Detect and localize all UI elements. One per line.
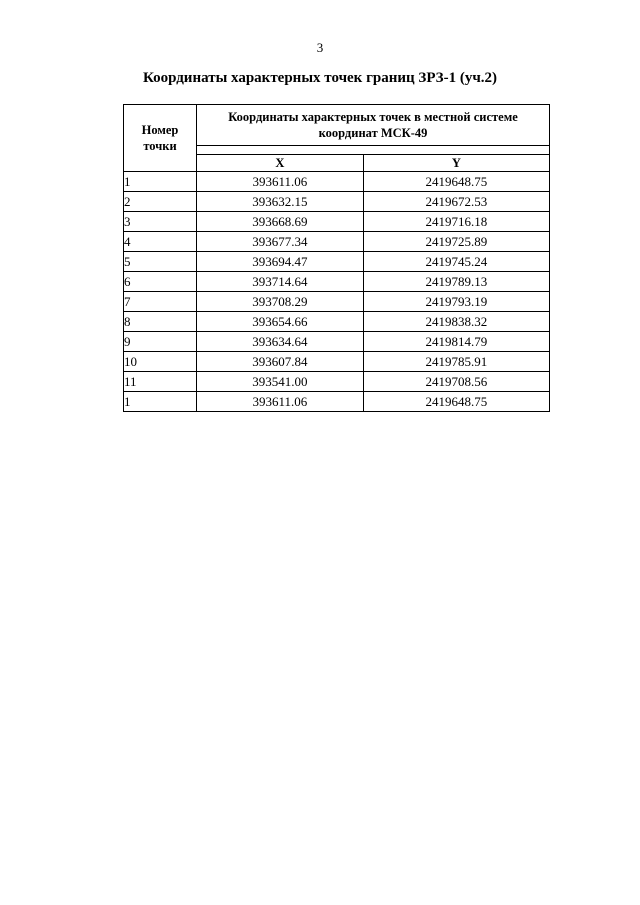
point-number-cell: 2	[124, 192, 197, 212]
point-number-cell: 1	[124, 392, 197, 412]
x-coordinate-cell: 393541.00	[197, 372, 364, 392]
table-row	[124, 232, 550, 252]
table-row	[124, 272, 550, 292]
point-number-cell: 3	[124, 212, 197, 232]
y-coordinate-cell: 2419785.91	[363, 352, 549, 372]
x-coordinate-cell: 393677.34	[197, 232, 364, 252]
y-coordinate-cell: 2419708.56	[363, 372, 549, 392]
table-row	[124, 212, 550, 232]
x-coordinate-cell: 393714.64	[197, 272, 364, 292]
document-title: Координаты характерных точек границ ЗРЗ-1 (уч.2)	[142, 70, 498, 86]
point-number-cell: 7	[124, 292, 197, 312]
table-row	[124, 292, 550, 312]
point-number-cell: 11	[124, 372, 197, 392]
point-number-cell: 6	[124, 272, 197, 292]
y-coordinate-cell: 2419838.32	[363, 312, 549, 332]
point-number-header	[124, 105, 197, 172]
y-coordinate-cell: 2419814.79	[363, 332, 549, 352]
coordinates-header	[197, 105, 550, 146]
x-coordinate-cell: 393607.84	[197, 352, 364, 372]
x-coordinate-cell: 393611.06	[197, 392, 364, 412]
x-coordinate-cell: 393654.66	[197, 312, 364, 332]
point-number-cell: 5	[124, 252, 197, 272]
coordinates-table	[123, 104, 550, 412]
page-number: 3	[316, 40, 324, 55]
point-number-cell: 1	[124, 172, 197, 192]
x-coordinate-cell: 393632.15	[197, 192, 364, 212]
y-coordinate-cell: 2419672.53	[363, 192, 549, 212]
x-coordinate-cell: 393668.69	[197, 212, 364, 232]
x-coordinate-cell: 393611.06	[197, 172, 364, 192]
point-number-header-line2: точки	[143, 139, 177, 153]
y-coordinate-cell: 2419745.24	[363, 252, 549, 272]
header-spacer-cell	[197, 146, 550, 155]
header-row	[124, 105, 550, 146]
table-row	[124, 192, 550, 212]
point-number-cell: 9	[124, 332, 197, 352]
point-number-cell: 8	[124, 312, 197, 332]
y-coordinate-cell: 2419789.13	[363, 272, 549, 292]
table-row	[124, 372, 550, 392]
point-number-cell: 4	[124, 232, 197, 252]
table-row	[124, 392, 550, 412]
x-coordinate-cell: 393708.29	[197, 292, 364, 312]
x-coordinate-cell: 393694.47	[197, 252, 364, 272]
table-row	[124, 332, 550, 352]
x-column-header: X	[197, 155, 364, 172]
table-body	[124, 172, 550, 412]
point-number-cell: 10	[124, 352, 197, 372]
point-number-header-line1: Номер	[141, 123, 179, 137]
table-row	[124, 312, 550, 332]
table-row	[124, 252, 550, 272]
table-row	[124, 352, 550, 372]
table-row	[124, 172, 550, 192]
x-coordinate-cell: 393634.64	[197, 332, 364, 352]
coordinates-header-line2: координат МСК-49	[318, 126, 428, 140]
y-coordinate-cell: 2419648.75	[363, 392, 549, 412]
y-coordinate-cell: 2419725.89	[363, 232, 549, 252]
table-header	[124, 105, 550, 172]
coordinates-header-line1: Координаты характерных точек в местной системе	[228, 110, 518, 124]
y-coordinate-cell: 2419793.19	[363, 292, 549, 312]
y-column-header: Y	[363, 155, 549, 172]
y-coordinate-cell: 2419716.18	[363, 212, 549, 232]
y-coordinate-cell: 2419648.75	[363, 172, 549, 192]
